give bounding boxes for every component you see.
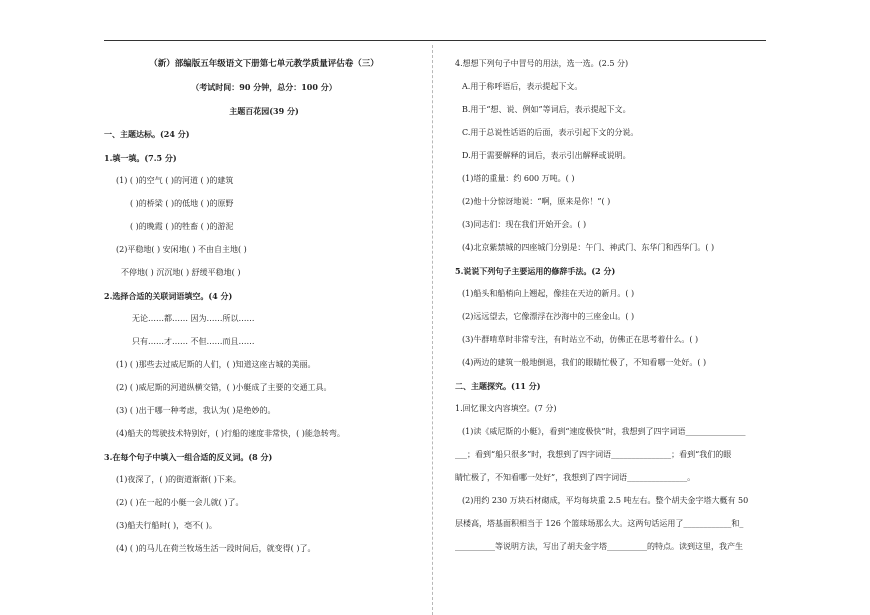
q5-sentence-4: (4)两边的建筑一般地倒退，我们的眼睛忙极了，不知看哪一处好。( ): [462, 358, 707, 367]
q5-sentence-3: (3)牛群啃草时非常专注，有时站立不动，仿佛正在思考着什么。( ): [462, 335, 699, 344]
q4-option-d: D.用于需要解释的词后，表示引出解释或说明。: [462, 151, 631, 160]
header-rule: [104, 40, 766, 41]
q4-option-c: C.用于总说性话语的后面，表示引起下文的分说。: [462, 128, 639, 137]
q4-sentence-2: (2)他十分惊讶地说：“啊，原来是你！”( ): [462, 197, 611, 206]
q5-sentence-1: (1)船头和船梢向上翘起，像挂在天边的新月。( ): [462, 289, 635, 298]
q3-sentence-3: (3)船夫行船时( )，亳不( )。: [116, 521, 217, 530]
q4-option-b: B.用于“想、说、例如”等词后，表示提起下文。: [462, 105, 631, 114]
q4-sentence-1: (1)塔的重量：约 600 万吨。( ): [462, 174, 575, 183]
q2-sentence-2: (2) ( )威尼斯的河道纵横交错，( )小艇成了主要的交通工具。: [116, 383, 332, 392]
passage-line-6: __________等说明方法，写出了胡夫金字塔__________的特点。读到这里，我产生: [455, 542, 743, 551]
q4-option-a: A.用于称呼语后，表示提起下文。: [462, 82, 583, 91]
column-divider: [432, 45, 433, 615]
exam-title: （新）部编版五年级语文下册第七单元教学质量评估卷（三）: [149, 59, 379, 69]
question-5-title: 5.说说下列句子主要运用的修辞手法。(2 分): [455, 266, 616, 276]
q3-sentence-2: (2) ( )在一起的小艇一会儿就( )了。: [116, 498, 244, 507]
part-1-title: 1.回忆课文内容填空。(7 分): [455, 404, 557, 413]
q2-sentence-3: (3) ( )出于哪一种考虑，我认为( )是绝妙的。: [116, 406, 276, 415]
q1-row-1: (1) ( )的空气 ( )的河道 ( )的建筑: [116, 176, 234, 185]
q1-row-3: ( )的晚霞 ( )的牲畜 ( )的游泥: [130, 222, 234, 231]
q5-sentence-2: (2)远远望去，它像漂浮在沙海中的三座金山。( ): [462, 312, 635, 321]
passage-line-3: 睛忙极了，不知看哪一处好”，我想到了四字词语_______________。: [455, 473, 696, 482]
q4-sentence-4: (4)北京紫禁城的四座城门分别是：午门、神武门、东华门和西华门。( ): [462, 243, 715, 252]
q4-sentence-3: (3)同志们：现在我们开始开会。( ): [462, 220, 587, 229]
passage-line-1: (1)读《威尼斯的小艇》，看到“速度极快”时，我想到了四字词语_______________: [462, 427, 746, 436]
part-title: 主题百花园(39 分): [229, 106, 299, 116]
question-1-title: 1.填一填。(7.5 分): [104, 153, 177, 163]
section-1-heading: 一、主题达标。(24 分): [104, 129, 190, 139]
q2-sentence-4: (4)船夫的驾驶技术特别好，( )行船的速度非常快，( )能急转弯。: [116, 429, 345, 438]
section-2-heading: 二、主题探究。(11 分): [455, 381, 541, 391]
question-3-title: 3.在每个句子中填入一组合适的反义词。(8 分): [104, 452, 273, 462]
q1-row-2: ( )的桥梁 ( )的低地 ( )的原野: [130, 199, 234, 208]
q1-row-4: (2)平稳地( ) 安闲地( ) 不由自主地( ): [116, 245, 247, 254]
q3-sentence-4: (4) ( )的马儿在荷兰牧场生活一段时间后，就变得( )了。: [116, 544, 316, 553]
question-4-title: 4.想想下列句子中冒号的用法，选一选。(2.5 分): [455, 59, 629, 68]
passage-line-4: (2)用约 230 万块石材砌成，平均每块重 2.5 吨左右。整个胡夫金字塔大概有 50: [462, 496, 749, 505]
q2-options-1: 无论……都…… 因为……所以……: [132, 314, 255, 323]
q2-options-2: 只有……才…… 不但……而且……: [132, 337, 255, 346]
q1-row-5: 不停地( ) 沉沉地( ) 舒缓平稳地( ): [121, 268, 241, 277]
exam-info: （考试时间：90 分钟，总分：100 分）: [191, 82, 337, 92]
q3-sentence-1: (1)夜深了，( )的街道渐渐( )下来。: [116, 475, 241, 484]
question-2-title: 2.选择合适的关联词语填空。(4 分): [104, 291, 233, 301]
passage-line-5: 层楼高，塔基面积相当于 126 个篮球场那么大。这两句话运用了____________和_: [455, 519, 744, 528]
q2-sentence-1: (1) ( )那些去过威尼斯的人们，( )知道这座古城的美丽。: [116, 360, 316, 369]
passage-line-2: ___；看到“船只很多”时，我想到了四字词语_______________；看到“我们的眼: [455, 450, 732, 459]
